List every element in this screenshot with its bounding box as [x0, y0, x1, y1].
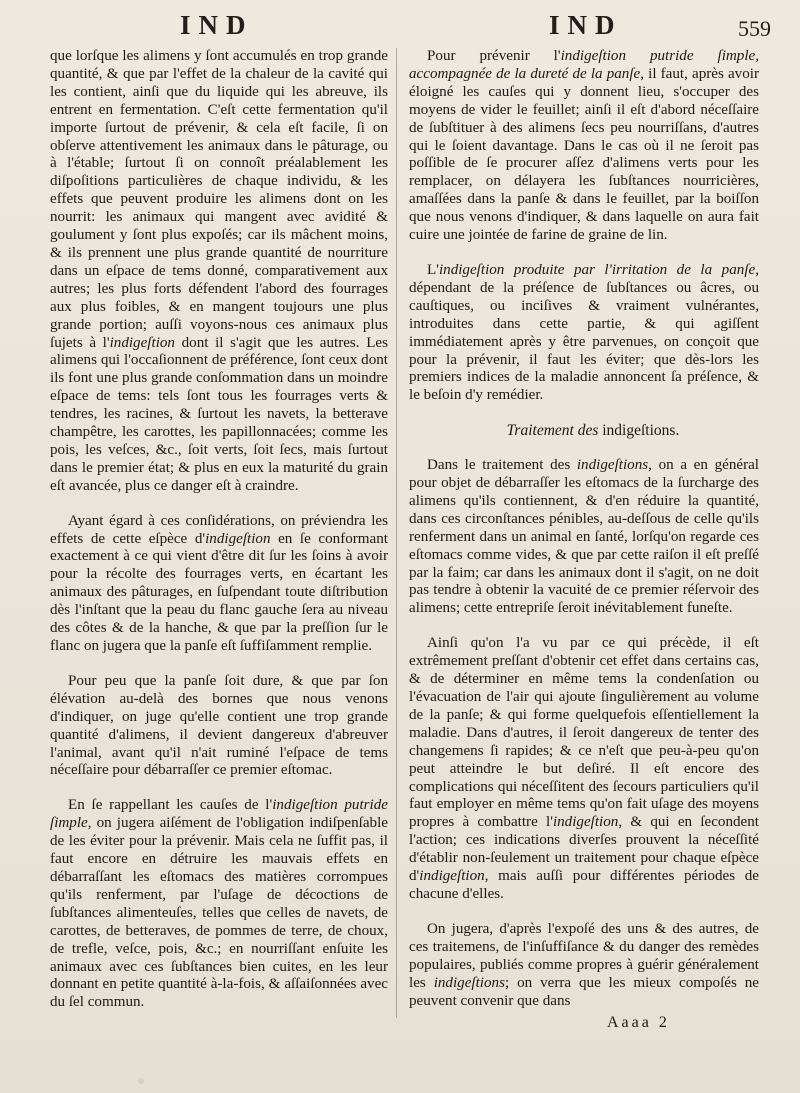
right-paragraph-1: Pour prévenir l'indigeſtion putride ſimple, accompagnée de la dureté de la panſe, il faut, après avoir éloigné les cauſes qui y donnent lieu, s'occuper des moyens de vider le feuillet; ainſi il eſt d'abord néceſſaire de ſubſtituer à des alimens ſecs peu nourriſſans, d'autres qui le ſoient davantage. Dans le cas où il ne ſeroit pas poſſible de ſe procurer aſſez d'alimens verts pour les remplacer, on délayera les ſubſtances nourricières, amaſſées dans la panſe & dans le feuillet, par la boiſſon que nous venons d'indiquer, & dans laquelle on aura fait cuire une jointée de farine de graine de lin. [409, 48, 759, 244]
column-divider [396, 48, 397, 1018]
left-column [50, 48, 388, 1029]
right-column [409, 48, 759, 1027]
left-running-head: IND [180, 10, 254, 40]
left-paragraph-4: En ſe rappellant les cauſes de l'indigeſtion putride ſimple, on jugera aiſément de l'obligation indiſpenſable de les éviter pour la prévenir. Mais cela ne ſuffit pas, il faut encore en détruire les mauvais effets en débarraſſant les eſtomacs des matières corrompues qu'ils renferment, par l'uſage de décoctions de ſubſtances alimenteuſes, telles que celles de navets, de carottes, de betteraves, de pommes de terre, de choux, de trefle, veſce, pois, &c.; en nourriſſant enſuite les animaux avec ces ſubſtances bien cuites, en les leur donnant en petite quantité à-la-fois, & aſſaiſonnées avec du ſel commun. [50, 797, 388, 1011]
paper-stain [138, 1078, 144, 1084]
right-paragraph-4: Ainſi qu'on l'a vu par ce qui précède, il eſt extrêmement preſſant d'obtenir cet effet dans certains cas, & de déterminer en même tems la condenſation ou l'évacuation de l'air qui ajoute ſingulièrement au volume de la panſe; & qui forme quelquefois eſſentiellement la maladie. Dans d'autres, il ſeroit dangereux de tenter des changemens ſi rapides; & ce n'eſt que peu-à-peu qu'on peut atteindre le but deſiré. Il eſt encore des complications qui néceſſitent des ſecours particuliers qu'il faut employer en même tems qu'on fait uſage des moyens propres à combattre l'indigeſtion, & qui en ſecondent l'action; ces indications diverſes prouvent la néceſſité d'établir non-ſeulement un traitement pour chaque eſpèce d'indigeſtion, mais auſſi pour différentes périodes de chacune d'elles. [409, 635, 759, 902]
left-paragraph-3: Pour peu que la panſe ſoit dure, & que par ſon élévation au-delà des bornes que nous venons d'indiquer, on juge qu'elle contient une trop grande quantité d'alimens, il devient dangereux d'abreuver l'animal, avant qu'il n'ait ruminé l'eſpace de tems néceſſaire pour débarraſſer ce premier eſtomac. [50, 672, 388, 779]
right-paragraph-3: Dans le traitement des indigeſtions, on a en général pour objet de débarraſſer les eſtomacs de la ſurcharge des alimens qu'ils contiennent, & d'en réduire la quantité, dans ces circonſtances pénibles, au-deſſous de celle qu'ils renferment dans un animal en ſanté, lorſqu'on regarde ces eſtomacs comme vides, & que par cette raiſon il eſt preſſé par la faim; car dans les animaux dont il s'agit, on ne doit pas tendre à obtenir la vacuité de ce premier réſervoir des alimens; cette entrepriſe ſeroit inévitablement funeſte. [409, 457, 759, 617]
left-paragraph-1: que lorſque les alimens y ſont accumulés en trop grande quantité, & que par l'effet de la chaleur de la cavité qui les contient, ainſi que du liquide qui les abreuve, ils entrent en fermentation. C'eſt cette fermentation qu'il importe ſurtout de prévenir, & cela eſt facile, ſi on obſerve attentivement les animaux dans le pâturage, ou à l'étable; ſurtout ſi on connoît préalablement les diſpoſitions particulières de chaque individu, & les effets que peuvent produire les alimens dont on les nourrit: les animaux qui mangent avec avidité & goulument y ſont plus expoſés; car ils mâchent moins, & ils prennent une plus grande quantité de nourriture dans un eſpace de tems donné, comparativement aux autres; les plus forts défendent l'abord des fourrages aux plus foibles, & en mangent toujours une plus grande portion; auſſi voyons-nous ces animaux plus ſujets à l'indigeſtion dont il s'agit que les autres. Les alimens qui l'occaſionnent de préférence, ſont ceux dont ils font une plus grande conſommation dans un moindre eſpace de tems: tels ſont tous les fourrages verts & tendres, les racines, & ſurtout les navets, la betterave champêtre, les carottes, les papillonnacées; comme les pois, les veſces, &c., ſoit verts, ſoit ſecs, mais ſurtout dans le premier état; & plus en eux la maturité du grain eſt avancée, plus ce danger eſt à craindre. [50, 48, 388, 494]
signature-mark: Aaaa 2 [607, 1014, 670, 1031]
right-running-head: IND [549, 10, 623, 40]
right-paragraph-5: On jugera, d'après l'expoſé des uns & des autres, de ces traitemens, de l'inſuffiſance & du danger des remèdes populaires, publiés comme propres à guérir généralement les indigeſtions; on verra que les mieux compoſés ne peuvent convenir que dans [409, 920, 759, 1009]
page-number: 559 [738, 16, 771, 41]
left-paragraph-2: Ayant égard à ces conſidérations, on préviendra les effets de cette eſpèce d'indigeſtion en ſe conformant exactement à ce qui vient d'être dit ſur les ſoins à avoir pour la récolte des fourrages verts, en écartant les animaux des pâturages, en ſuſpendant toute diſtribution dès l'inſtant que la peau du flanc gauche ſera au niveau des côtes & de la hanche, & que par la preſſion ſur le flanc on jugera que la panſe eſt ſuffiſamment remplie. [50, 512, 388, 654]
right-paragraph-2: L'indigeſtion produite par l'irritation de la panſe, dépendant de la préſence de ſubſtances ou âcres, ou cauſtiques, ou inciſives & vraiment vulnérantes, introduites dans cette partie, & qui agiſſent immédiatement après y être parvenues, on conçoit que pour la prévenir, il faut les éviter; que dès-lors les premiers indices de la maladie annoncent ſa préſence, & le beſoin d'y remédier. [409, 261, 759, 404]
section-title: Traitement des indigeſtions. [506, 422, 680, 440]
